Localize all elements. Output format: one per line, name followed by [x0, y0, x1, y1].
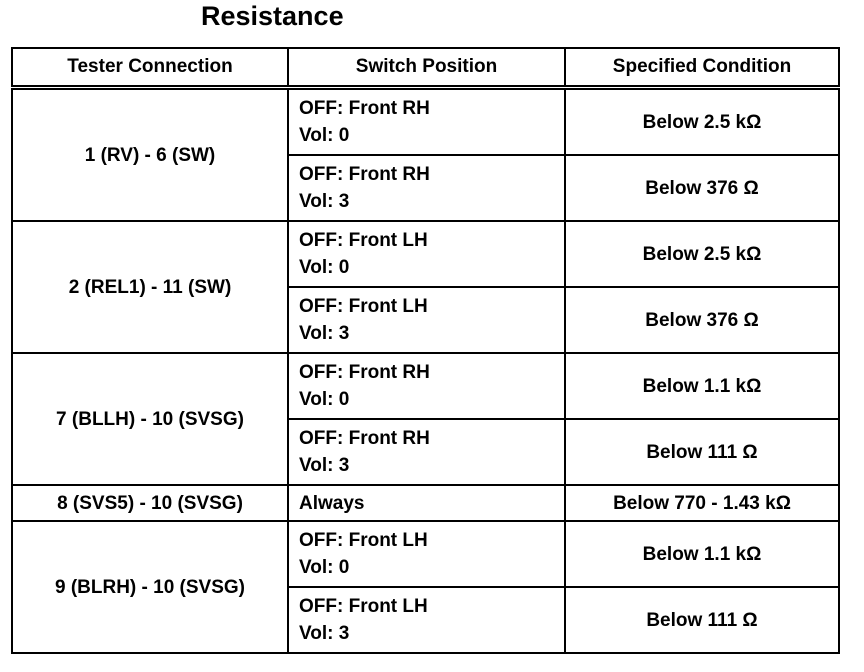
volume-line: Vol: 3: [299, 623, 350, 644]
table-row: [12, 88, 839, 156]
tester-connection-cell: 8 (SVS5) - 10 (SVSG): [12, 485, 288, 521]
switch-position-line: OFF: Front LH: [299, 596, 428, 617]
table-row: [12, 521, 839, 587]
tester-connection-cell: 9 (BLRH) - 10 (SVSG): [12, 521, 288, 653]
header-tester-connection: Tester Connection: [12, 48, 288, 88]
switch-position-line: OFF: Front RH: [299, 362, 430, 383]
switch-position-cell: [288, 485, 565, 521]
switch-position-cell: [288, 419, 565, 485]
switch-position-cell: [288, 521, 565, 587]
switch-position-line: OFF: Front LH: [299, 296, 428, 317]
table-header-row: [12, 48, 839, 88]
switch-position-cell: [288, 88, 565, 156]
specified-condition-cell: Below 376 Ω: [565, 155, 839, 221]
specified-condition-cell: Below 2.5 kΩ: [565, 221, 839, 287]
switch-position-line: OFF: Front RH: [299, 428, 430, 449]
table-row: [12, 485, 839, 521]
switch-position-line: OFF: Front LH: [299, 530, 428, 551]
specified-condition-cell: Below 111 Ω: [565, 419, 839, 485]
tester-connection-cell: 1 (RV) - 6 (SW): [12, 88, 288, 222]
volume-line: Vol: 3: [299, 323, 350, 344]
specified-condition-cell: Below 770 - 1.43 kΩ: [565, 485, 839, 521]
specified-condition-cell: Below 111 Ω: [565, 587, 839, 653]
header-specified-condition: Specified Condition: [565, 48, 839, 88]
volume-line: Vol: 0: [299, 257, 350, 278]
volume-line: Vol: 3: [299, 191, 350, 212]
switch-position-line: Always: [299, 492, 365, 514]
tester-connection-cell: 2 (REL1) - 11 (SW): [12, 221, 288, 353]
volume-line: Vol: 0: [299, 389, 350, 410]
specified-condition-cell: Below 1.1 kΩ: [565, 521, 839, 587]
switch-position-cell: [288, 287, 565, 353]
volume-line: Vol: 0: [299, 557, 350, 578]
specified-condition-cell: Below 1.1 kΩ: [565, 353, 839, 419]
page-title: Resistance: [201, 1, 344, 31]
switch-position-cell: [288, 353, 565, 419]
resistance-table: [11, 47, 840, 654]
volume-line: Vol: 3: [299, 455, 350, 476]
table-row: [12, 221, 839, 287]
tester-connection-cell: 7 (BLLH) - 10 (SVSG): [12, 353, 288, 485]
header-switch-position: Switch Position: [288, 48, 565, 88]
switch-position-cell: [288, 221, 565, 287]
switch-position-line: OFF: Front LH: [299, 230, 428, 251]
specified-condition-cell: Below 2.5 kΩ: [565, 88, 839, 156]
volume-line: Vol: 0: [299, 125, 350, 146]
switch-position-cell: [288, 155, 565, 221]
table-row: [12, 353, 839, 419]
switch-position-line: OFF: Front RH: [299, 164, 430, 185]
switch-position-line: OFF: Front RH: [299, 98, 430, 119]
specified-condition-cell: Below 376 Ω: [565, 287, 839, 353]
switch-position-cell: [288, 587, 565, 653]
